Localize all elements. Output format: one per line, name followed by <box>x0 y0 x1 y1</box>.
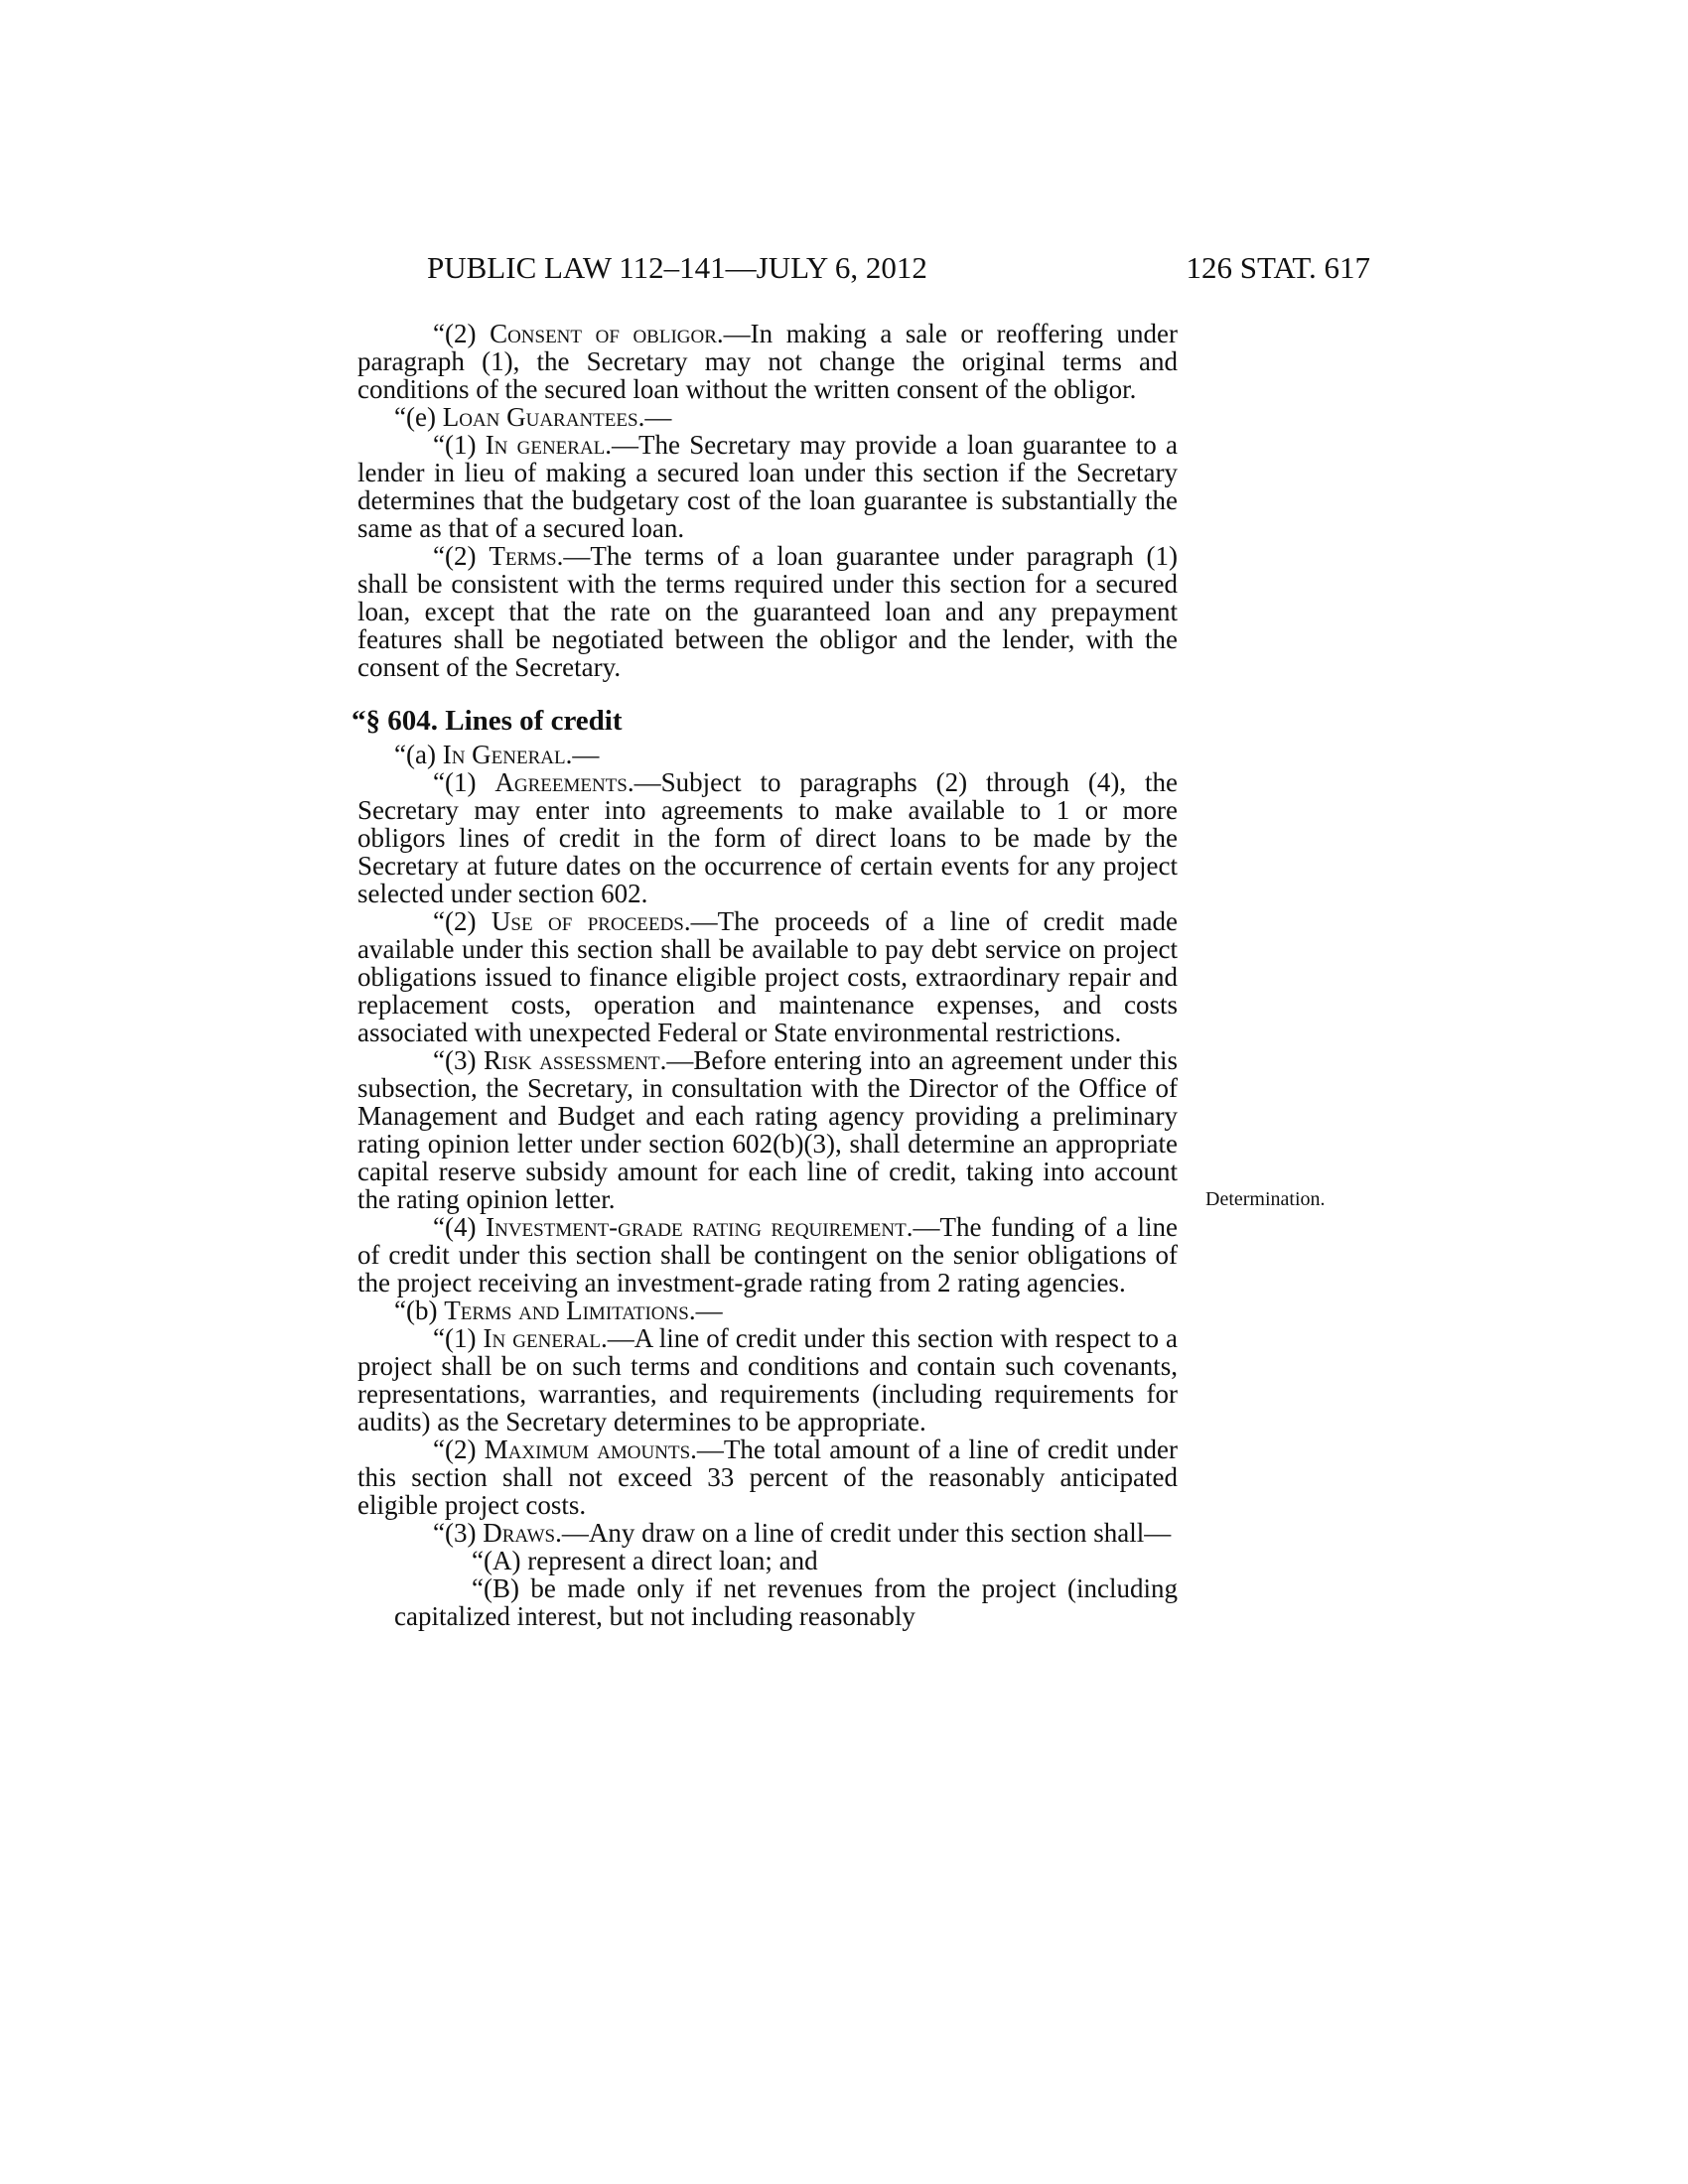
paragraph-in-general-b: “(1) In general.—A line of credit under this section with respect to a project shall be on such terms and conditions and contain such covenants, representations, warranties, and requirements (including requirements for audits) as the Secretary determines to be appropriate. <box>357 1323 1178 1436</box>
paragraph-investment-grade-rating: “(4) Investment-grade rating requirement.—The funding of a line of credit under this section shall be contingent on the senior obligations of the project receiving an investment-grade rating from 2 rating agencies. <box>357 1212 1178 1297</box>
subsection-loan-guarantees: “(e) Loan Guarantees.— <box>394 402 672 432</box>
page-header <box>357 246 1370 290</box>
paragraph-maximum-amounts: “(2) Maximum amounts.—The total amount of a line of credit under this section shall not exceed 33 percent of the reasonably anticipated eligible project costs. <box>357 1434 1178 1520</box>
paragraph-consent-of-obligor: “(2) Consent of obligor.—In making a sale or reoffering under paragraph (1), the Secretary may not change the original terms and conditions of the secured loan without the written consent of the obligor. <box>357 319 1179 404</box>
paragraph-heading: In general <box>483 1323 601 1353</box>
paragraph-heading: Terms <box>489 541 557 571</box>
paragraph-in-general: “(1) In general.—The Secretary may provide a loan guarantee to a lender in lieu of making a secured loan under this section if the Secretary determines that the budgetary cost of the loan guarantee is substantially the same as that of a secured loan. <box>357 430 1179 543</box>
paragraph-heading: Use of proceeds <box>491 906 684 936</box>
paragraph-use-of-proceeds: “(2) Use of proceeds.—The proceeds of a line of credit made available under this section shall be available to pay debt service on project obligations issued to finance eligible project costs, extraordinary repair and replacement costs, operation and maintenance expenses, and costs associated with unexpected Federal or State environmental restrictions. <box>357 906 1178 1047</box>
subparagraph-a: “(A) represent a direct loan; and <box>472 1546 818 1575</box>
paragraph-heading: In general <box>485 430 606 460</box>
subsection-in-general: “(a) In General.— <box>394 740 600 769</box>
paragraph-heading: Agreements <box>494 767 628 797</box>
paragraph-heading: Draws <box>483 1518 556 1548</box>
paragraph-terms: “(2) Terms.—The terms of a loan guarantee under paragraph (1) shall be consistent with the terms required under this section for a secured loan, except that the rate on the guaranteed loan and any prepayment features shall be negotiated between the obligor and the lender, with the consent of the Secretary. <box>357 541 1179 682</box>
paragraph-heading: Investment-grade rating requirement <box>486 1212 907 1242</box>
stat-page-citation: 126 STAT. 617 <box>1186 250 1370 285</box>
paragraph-heading: Maximum amounts <box>484 1434 691 1464</box>
paragraph-agreements: “(1) Agreements.—Subject to paragraphs (2) through (4), the Secretary may enter into agreements to make available to 1 or more obligors lines of credit in the form of direct loans to be made by the Secretary at future dates on the occurrence of certain events for any project selected under section 602. <box>357 767 1179 908</box>
subparagraph-b: “(B) be made only if net revenues from the project (including capitalized interest, but not including reasonably <box>394 1573 1178 1631</box>
paragraph-heading: Risk assessment <box>484 1045 660 1075</box>
statute-body <box>352 319 1179 1631</box>
paragraph-heading: Consent of obligor <box>490 319 717 348</box>
section-heading: “§ 604. Lines of credit <box>352 705 623 737</box>
subsection-heading: Terms and Limitations <box>444 1296 689 1325</box>
paragraph-draws: “(3) Draws.—Any draw on a line of credit under this section shall— <box>433 1518 1172 1548</box>
margin-note: Determination. <box>1205 1188 1326 1210</box>
subsection-heading: In General <box>442 740 566 769</box>
paragraph-risk-assessment: “(3) Risk assessment.—Before entering into an agreement under this subsection, the Secretary, in consultation with the Director of the Office of Management and Budget and each rating agency providing a preliminary rating opinion letter under section 602(b)(3), shall determine an appropriate capital reserve subsidy amount for each line of credit, taking into account the rating opinion letter. <box>357 1045 1179 1214</box>
subsection-terms-and-limitations: “(b) Terms and Limitations.— <box>394 1296 723 1325</box>
running-head: PUBLIC LAW 112–141—JULY 6, 2012 <box>427 250 927 285</box>
subsection-heading: Loan Guarantees <box>442 402 638 432</box>
